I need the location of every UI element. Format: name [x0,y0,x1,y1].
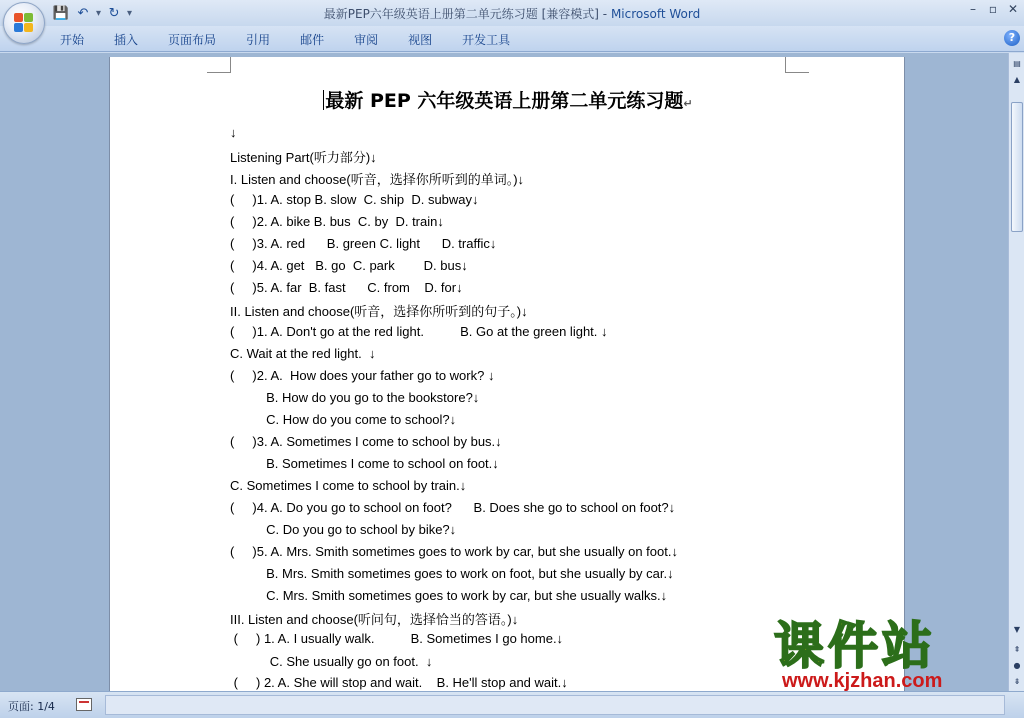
doc-line: ( ) 1. A. I usually walk. B. Sometimes I go home.↓ [230,631,564,646]
doc-line: ( )3. A. Sometimes I come to school by bus.↓ [230,434,502,449]
undo-dropdown-icon[interactable]: ▾ [96,7,102,19]
help-icon[interactable]: ? [1004,30,1020,46]
vertical-scrollbar[interactable] [1008,53,1024,691]
customize-qat-icon[interactable]: ▾ [127,7,133,19]
app-name: Microsoft Word [610,7,701,21]
next-page-icon[interactable]: ⇟ [1013,677,1021,686]
office-logo-icon [14,13,34,33]
doc-line: I. Listen and choose(听音，选择你所听到的单词。)↓ [230,172,525,187]
watermark-cn-text: 课件站 [774,617,936,675]
doc-line: ( )2. A. bike B. bus C. by D. train↓ [230,214,444,229]
doc-line: B. Sometimes I come to school on foot.↓ [230,456,499,471]
doc-line: ( )1. A. stop B. slow C. ship D. subway↓ [230,192,479,207]
doc-line: C. She usually go on foot. ↓ [230,654,433,669]
document-heading-text: 最新 PEP 六年级英语上册第二单元练习题 [325,90,684,112]
doc-line: ( )3. A. red B. green C. light D. traffic↓ [230,236,497,251]
undo-icon[interactable]: ↶ [77,5,89,21]
save-icon[interactable]: 💾 [52,5,70,21]
document-workspace [0,53,1008,691]
doc-line: B. How do you go to the bookstore?↓ [230,390,480,405]
close-icon[interactable]: ✕ [1007,2,1019,16]
title-bar [0,0,1024,26]
office-button[interactable] [3,2,45,44]
tab-references[interactable]: 引用 [246,33,271,47]
doc-line: C. Mrs. Smith sometimes goes to work by car, but she usually walks.↓ [230,588,668,603]
tab-review[interactable]: 审阅 [354,33,379,47]
doc-line: ( ) 2. A. She will stop and wait. B. He'll stop and wait.↓ [230,675,568,690]
proofing-icon[interactable] [76,698,92,711]
window-title [0,5,1024,22]
doc-line: ( )4. A. Do you go to school on foot? B. Does she go to school on foot?↓ [230,500,676,515]
tab-developer[interactable]: 开发工具 [462,33,511,47]
scroll-thumb[interactable] [1011,102,1023,232]
horizontal-scrollbar[interactable] [105,695,1005,715]
ribbon [0,26,1024,52]
scroll-up-icon[interactable]: ▲ [1013,75,1021,84]
minimize-icon[interactable]: – [970,2,976,16]
doc-line: ( )5. A. Mrs. Smith sometimes goes to work by car, but she usually on foot.↓ [230,544,678,559]
doc-line: ( )4. A. get B. go C. park D. bus↓ [230,258,468,273]
document-title: 最新PEP六年级英语上册第二单元练习题 [兼容模式] - [323,7,611,21]
paragraph-mark: ↵ [683,97,693,110]
tab-page-layout[interactable]: 页面布局 [168,33,217,47]
margin-corner-mark [785,57,809,73]
tab-insert[interactable]: 插入 [114,33,139,47]
document-page[interactable] [109,57,905,691]
tab-view[interactable]: 视图 [408,33,433,47]
scroll-down-icon[interactable]: ▼ [1013,625,1021,634]
window-controls [966,2,1020,16]
document-heading [110,86,906,113]
doc-line: C. Sometimes I come to school by train.↓ [230,478,467,493]
doc-line: B. Mrs. Smith sometimes goes to work on foot, but she usually by car.↓ [230,566,674,581]
ribbon-tabs [60,31,540,48]
browse-object-icon[interactable]: ● [1013,661,1021,670]
redo-icon[interactable]: ↻ [108,5,120,21]
doc-line: C. Wait at the red light. ↓ [230,346,376,361]
tab-home[interactable]: 开始 [60,33,85,47]
status-bar [0,691,1024,718]
doc-line: Listening Part(听力部分)↓ [230,150,377,165]
page-count[interactable]: 页面: 1/4 [8,700,55,713]
doc-line: II. Listen and choose(听音，选择你所听到的句子。)↓ [230,304,528,319]
doc-line: ( )1. A. Don't go at the red light. B. Go at the green light. ↓ [230,324,608,339]
doc-line: C. Do you go to school by bike?↓ [230,522,457,537]
doc-line: ( )5. A. far B. fast C. from D. for↓ [230,280,463,295]
previous-page-icon[interactable]: ⇞ [1013,645,1021,654]
watermark-url: www.kjzhan.com [782,670,943,692]
watermark-logo [774,616,1006,694]
margin-corner-mark [207,57,231,73]
doc-line: III. Listen and choose(听问句，选择恰当的答语。)↓ [230,612,519,627]
doc-line: ( )2. A. How does your father go to work? ↓ [230,368,495,383]
restore-icon[interactable]: ▫ [988,2,998,16]
doc-line: ↓ [230,125,237,140]
doc-line: C. How do you come to school?↓ [230,412,457,427]
tab-mailings[interactable]: 邮件 [300,33,325,47]
ruler-toggle-icon[interactable]: ▤ [1013,59,1021,68]
